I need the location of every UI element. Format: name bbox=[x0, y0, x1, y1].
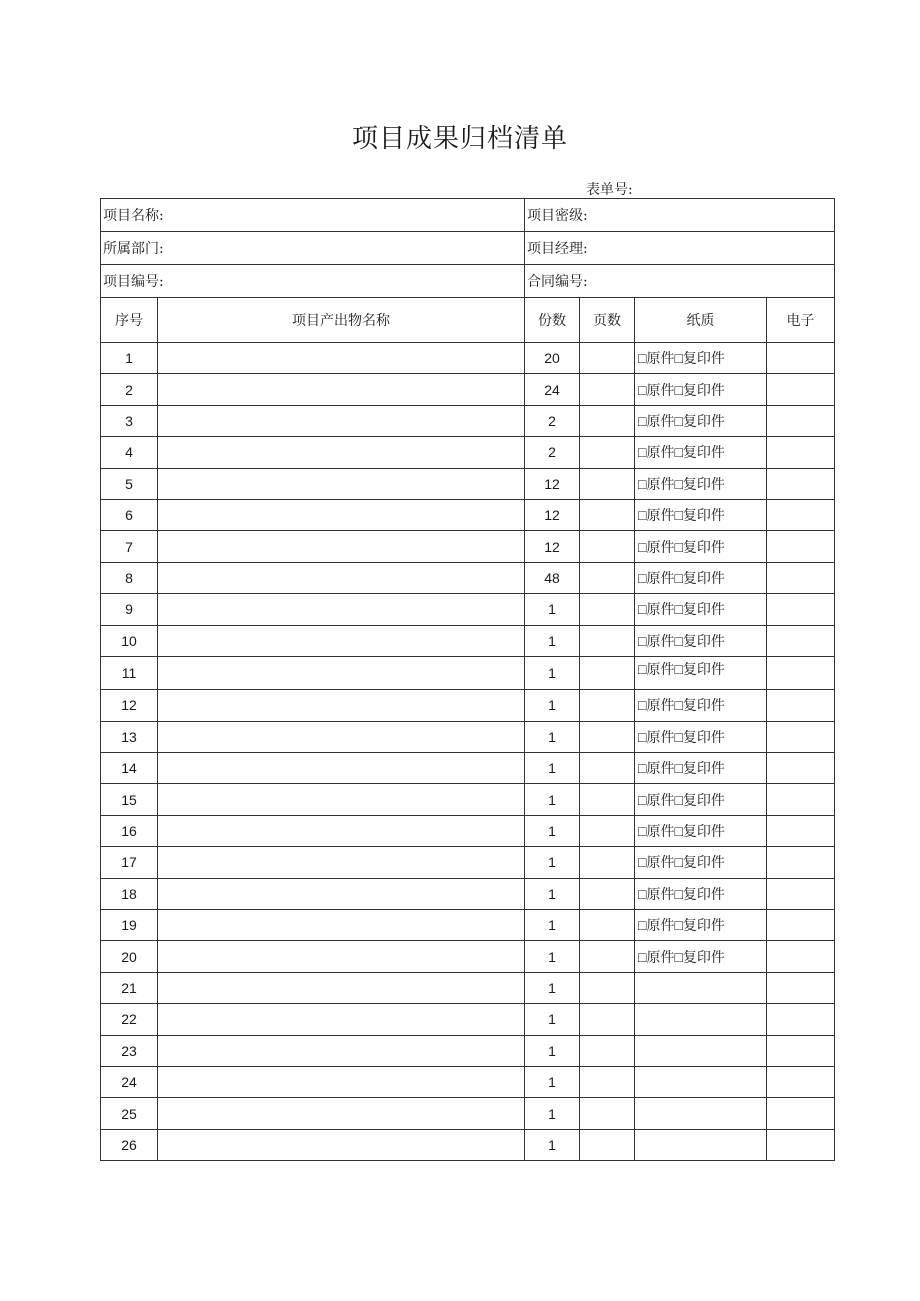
row-pages-cell[interactable] bbox=[580, 437, 635, 468]
row-seq: 22 bbox=[101, 1004, 158, 1035]
row-seq: 8 bbox=[101, 562, 158, 593]
row-seq: 21 bbox=[101, 972, 158, 1003]
row-item-name-cell[interactable] bbox=[158, 815, 525, 846]
project-name-field[interactable]: 项目名称: bbox=[101, 199, 525, 232]
row-seq: 7 bbox=[101, 531, 158, 562]
table-row bbox=[101, 656, 835, 689]
row-paper-options[interactable] bbox=[635, 1004, 767, 1035]
row-paper-options[interactable]: □原件□复印件 bbox=[635, 531, 767, 562]
row-copies: 1 bbox=[525, 690, 580, 721]
row-item-name-cell[interactable] bbox=[158, 690, 525, 721]
row-paper-options[interactable] bbox=[635, 972, 767, 1003]
contract-code-field[interactable]: 合同编号: bbox=[525, 265, 835, 298]
row-item-name-cell[interactable] bbox=[158, 405, 525, 436]
row-copies: 2 bbox=[525, 405, 580, 436]
header-seq: 序号 bbox=[101, 298, 158, 343]
table-row bbox=[101, 815, 835, 846]
row-copies: 12 bbox=[525, 468, 580, 499]
row-copies: 12 bbox=[525, 531, 580, 562]
table-row bbox=[101, 1004, 835, 1035]
row-pages-cell[interactable] bbox=[580, 1066, 635, 1097]
row-seq: 17 bbox=[101, 847, 158, 878]
project-code-field[interactable]: 项目编号: bbox=[101, 265, 525, 298]
page-title: 项目成果归档清单 bbox=[351, 124, 568, 154]
row-electronic-cell[interactable] bbox=[767, 910, 835, 941]
row-paper-options[interactable]: □原件□复印件 bbox=[635, 562, 767, 593]
row-copies: 48 bbox=[525, 562, 580, 593]
row-paper-options[interactable]: □原件□复印件 bbox=[635, 499, 767, 530]
header-paper: 纸质 bbox=[635, 298, 767, 343]
row-paper-options[interactable]: □原件□复印件 bbox=[635, 910, 767, 941]
row-electronic-cell[interactable] bbox=[767, 941, 835, 972]
row-item-name-cell[interactable] bbox=[158, 468, 525, 499]
table-row bbox=[101, 910, 835, 941]
row-pages-cell[interactable] bbox=[580, 941, 635, 972]
table-row bbox=[101, 847, 835, 878]
row-electronic-cell[interactable] bbox=[767, 878, 835, 909]
row-electronic-cell[interactable] bbox=[767, 625, 835, 656]
row-copies: 1 bbox=[525, 784, 580, 815]
row-item-name-cell[interactable] bbox=[158, 374, 525, 405]
row-paper-options[interactable]: □原件□复印件 bbox=[635, 721, 767, 752]
table-row bbox=[101, 468, 835, 499]
table-row bbox=[101, 878, 835, 909]
row-paper-options[interactable]: □原件□复印件 bbox=[635, 343, 767, 374]
row-paper-options[interactable]: □原件□复印件 bbox=[635, 847, 767, 878]
row-electronic-cell[interactable] bbox=[767, 690, 835, 721]
row-copies: 1 bbox=[525, 1066, 580, 1097]
row-pages-cell[interactable] bbox=[580, 721, 635, 752]
table-row bbox=[101, 405, 835, 436]
row-electronic-cell[interactable] bbox=[767, 531, 835, 562]
row-copies: 1 bbox=[525, 847, 580, 878]
row-electronic-cell[interactable] bbox=[767, 1004, 835, 1035]
row-paper-options[interactable]: □原件□复印件 bbox=[635, 468, 767, 499]
row-paper-options[interactable]: □原件□复印件 bbox=[635, 374, 767, 405]
row-seq: 24 bbox=[101, 1066, 158, 1097]
row-copies: 2 bbox=[525, 437, 580, 468]
row-seq: 4 bbox=[101, 437, 158, 468]
row-electronic-cell[interactable] bbox=[767, 847, 835, 878]
row-paper-options[interactable]: □原件□复印件 bbox=[635, 437, 767, 468]
row-pages-cell[interactable] bbox=[580, 784, 635, 815]
row-item-name-cell[interactable] bbox=[158, 1098, 525, 1129]
header-pages: 页数 bbox=[580, 298, 635, 343]
row-item-name-cell[interactable] bbox=[158, 847, 525, 878]
row-item-name-cell[interactable] bbox=[158, 531, 525, 562]
table-row bbox=[101, 562, 835, 593]
row-pages-cell[interactable] bbox=[580, 531, 635, 562]
row-paper-options[interactable]: □原件□复印件 bbox=[635, 690, 767, 721]
row-pages-cell[interactable] bbox=[580, 910, 635, 941]
row-item-name-cell[interactable] bbox=[158, 721, 525, 752]
row-paper-options[interactable]: □原件□复印件 bbox=[635, 941, 767, 972]
row-pages-cell[interactable] bbox=[580, 374, 635, 405]
row-pages-cell[interactable] bbox=[580, 1004, 635, 1035]
row-pages-cell[interactable] bbox=[580, 690, 635, 721]
row-seq: 19 bbox=[101, 910, 158, 941]
project-secret-field[interactable]: 项目密级: bbox=[525, 199, 835, 232]
info-row-code bbox=[101, 265, 835, 298]
row-seq: 6 bbox=[101, 499, 158, 530]
row-electronic-cell[interactable] bbox=[767, 753, 835, 784]
row-item-name-cell[interactable] bbox=[158, 1129, 525, 1160]
row-electronic-cell[interactable] bbox=[767, 721, 835, 752]
project-manager-field[interactable]: 项目经理: bbox=[525, 232, 835, 265]
row-paper-options[interactable]: □原件□复印件 bbox=[635, 815, 767, 846]
row-pages-cell[interactable] bbox=[580, 878, 635, 909]
row-pages-cell[interactable] bbox=[580, 656, 635, 689]
row-seq: 5 bbox=[101, 468, 158, 499]
table-row bbox=[101, 1129, 835, 1160]
row-copies: 24 bbox=[525, 374, 580, 405]
row-item-name-cell[interactable] bbox=[158, 1004, 525, 1035]
row-seq: 2 bbox=[101, 374, 158, 405]
row-item-name-cell[interactable] bbox=[158, 1035, 525, 1066]
row-pages-cell[interactable] bbox=[580, 343, 635, 374]
row-item-name-cell[interactable] bbox=[158, 972, 525, 1003]
row-seq: 1 bbox=[101, 343, 158, 374]
row-seq: 12 bbox=[101, 690, 158, 721]
row-copies: 1 bbox=[525, 656, 580, 689]
row-seq: 13 bbox=[101, 721, 158, 752]
row-electronic-cell[interactable] bbox=[767, 656, 835, 689]
row-pages-cell[interactable] bbox=[580, 1129, 635, 1160]
row-copies: 12 bbox=[525, 499, 580, 530]
archive-table bbox=[100, 198, 835, 1161]
row-item-name-cell[interactable] bbox=[158, 343, 525, 374]
row-item-name-cell[interactable] bbox=[158, 437, 525, 468]
row-copies: 1 bbox=[525, 1004, 580, 1035]
row-paper-options[interactable] bbox=[635, 1098, 767, 1129]
row-electronic-cell[interactable] bbox=[767, 499, 835, 530]
row-copies: 1 bbox=[525, 941, 580, 972]
row-electronic-cell[interactable] bbox=[767, 562, 835, 593]
row-copies: 1 bbox=[525, 1035, 580, 1066]
row-electronic-cell[interactable] bbox=[767, 405, 835, 436]
row-electronic-cell[interactable] bbox=[767, 468, 835, 499]
table-row bbox=[101, 374, 835, 405]
row-pages-cell[interactable] bbox=[580, 972, 635, 1003]
row-copies: 1 bbox=[525, 1129, 580, 1160]
table-row bbox=[101, 343, 835, 374]
row-electronic-cell[interactable] bbox=[767, 343, 835, 374]
row-seq: 20 bbox=[101, 941, 158, 972]
row-electronic-cell[interactable] bbox=[767, 972, 835, 1003]
table-row bbox=[101, 531, 835, 562]
row-copies: 20 bbox=[525, 343, 580, 374]
table-row bbox=[101, 625, 835, 656]
row-item-name-cell[interactable] bbox=[158, 499, 525, 530]
row-copies: 1 bbox=[525, 910, 580, 941]
row-copies: 1 bbox=[525, 1098, 580, 1129]
info-row-dept bbox=[101, 232, 835, 265]
row-paper-options[interactable]: □原件□复印件 bbox=[635, 784, 767, 815]
header-electronic: 电子 bbox=[767, 298, 835, 343]
row-seq: 15 bbox=[101, 784, 158, 815]
row-seq: 23 bbox=[101, 1035, 158, 1066]
table-row bbox=[101, 972, 835, 1003]
row-seq: 14 bbox=[101, 753, 158, 784]
row-copies: 1 bbox=[525, 594, 580, 625]
row-pages-cell[interactable] bbox=[580, 753, 635, 784]
row-item-name-cell[interactable] bbox=[158, 594, 525, 625]
row-seq: 9 bbox=[101, 594, 158, 625]
table-row bbox=[101, 784, 835, 815]
row-electronic-cell[interactable] bbox=[767, 815, 835, 846]
row-paper-options[interactable]: □原件□复印件 bbox=[635, 405, 767, 436]
row-paper-options[interactable]: □原件□复印件 bbox=[635, 878, 767, 909]
row-item-name-cell[interactable] bbox=[158, 656, 525, 689]
table-row bbox=[101, 1066, 835, 1097]
row-item-name-cell[interactable] bbox=[158, 878, 525, 909]
table-row bbox=[101, 753, 835, 784]
row-paper-options[interactable] bbox=[635, 1129, 767, 1160]
row-paper-options[interactable]: □原件□复印件 bbox=[635, 625, 767, 656]
info-row-name bbox=[101, 199, 835, 232]
row-electronic-cell[interactable] bbox=[767, 1098, 835, 1129]
table-row bbox=[101, 721, 835, 752]
row-paper-options[interactable]: □原件□复印件 bbox=[635, 656, 767, 689]
row-seq: 16 bbox=[101, 815, 158, 846]
row-copies: 1 bbox=[525, 625, 580, 656]
table-row bbox=[101, 1098, 835, 1129]
row-pages-cell[interactable] bbox=[580, 405, 635, 436]
row-copies: 1 bbox=[525, 972, 580, 1003]
row-item-name-cell[interactable] bbox=[158, 562, 525, 593]
row-electronic-cell[interactable] bbox=[767, 1035, 835, 1066]
table-row bbox=[101, 499, 835, 530]
row-pages-cell[interactable] bbox=[580, 625, 635, 656]
row-electronic-cell[interactable] bbox=[767, 594, 835, 625]
row-seq: 3 bbox=[101, 405, 158, 436]
row-seq: 26 bbox=[101, 1129, 158, 1160]
table-row bbox=[101, 437, 835, 468]
table-row bbox=[101, 941, 835, 972]
row-item-name-cell[interactable] bbox=[158, 941, 525, 972]
row-item-name-cell[interactable] bbox=[158, 784, 525, 815]
row-electronic-cell[interactable] bbox=[767, 1129, 835, 1160]
row-paper-options[interactable]: □原件□复印件 bbox=[635, 753, 767, 784]
row-pages-cell[interactable] bbox=[580, 468, 635, 499]
row-electronic-cell[interactable] bbox=[767, 374, 835, 405]
row-copies: 1 bbox=[525, 753, 580, 784]
form-number-label: 表单号: bbox=[586, 182, 633, 198]
row-paper-options[interactable] bbox=[635, 1066, 767, 1097]
row-pages-cell[interactable] bbox=[580, 1035, 635, 1066]
row-pages-cell[interactable] bbox=[580, 847, 635, 878]
row-item-name-cell[interactable] bbox=[158, 753, 525, 784]
row-item-name-cell[interactable] bbox=[158, 625, 525, 656]
row-seq: 25 bbox=[101, 1098, 158, 1129]
header-name: 项目产出物名称 bbox=[158, 298, 525, 343]
row-pages-cell[interactable] bbox=[580, 594, 635, 625]
row-seq: 18 bbox=[101, 878, 158, 909]
table-row bbox=[101, 690, 835, 721]
row-pages-cell[interactable] bbox=[580, 815, 635, 846]
row-electronic-cell[interactable] bbox=[767, 1066, 835, 1097]
row-pages-cell[interactable] bbox=[580, 499, 635, 530]
header-copies: 份数 bbox=[525, 298, 580, 343]
row-seq: 11 bbox=[101, 656, 158, 689]
row-seq: 10 bbox=[101, 625, 158, 656]
row-copies: 1 bbox=[525, 815, 580, 846]
row-paper-options[interactable]: □原件□复印件 bbox=[635, 594, 767, 625]
row-paper-options[interactable] bbox=[635, 1035, 767, 1066]
row-pages-cell[interactable] bbox=[580, 562, 635, 593]
row-copies: 1 bbox=[525, 878, 580, 909]
table-header-row bbox=[101, 298, 835, 343]
row-copies: 1 bbox=[525, 721, 580, 752]
row-electronic-cell[interactable] bbox=[767, 784, 835, 815]
row-item-name-cell[interactable] bbox=[158, 910, 525, 941]
row-pages-cell[interactable] bbox=[580, 1098, 635, 1129]
department-field[interactable]: 所属部门: bbox=[101, 232, 525, 265]
row-electronic-cell[interactable] bbox=[767, 437, 835, 468]
table-row bbox=[101, 594, 835, 625]
row-item-name-cell[interactable] bbox=[158, 1066, 525, 1097]
table-row bbox=[101, 1035, 835, 1066]
